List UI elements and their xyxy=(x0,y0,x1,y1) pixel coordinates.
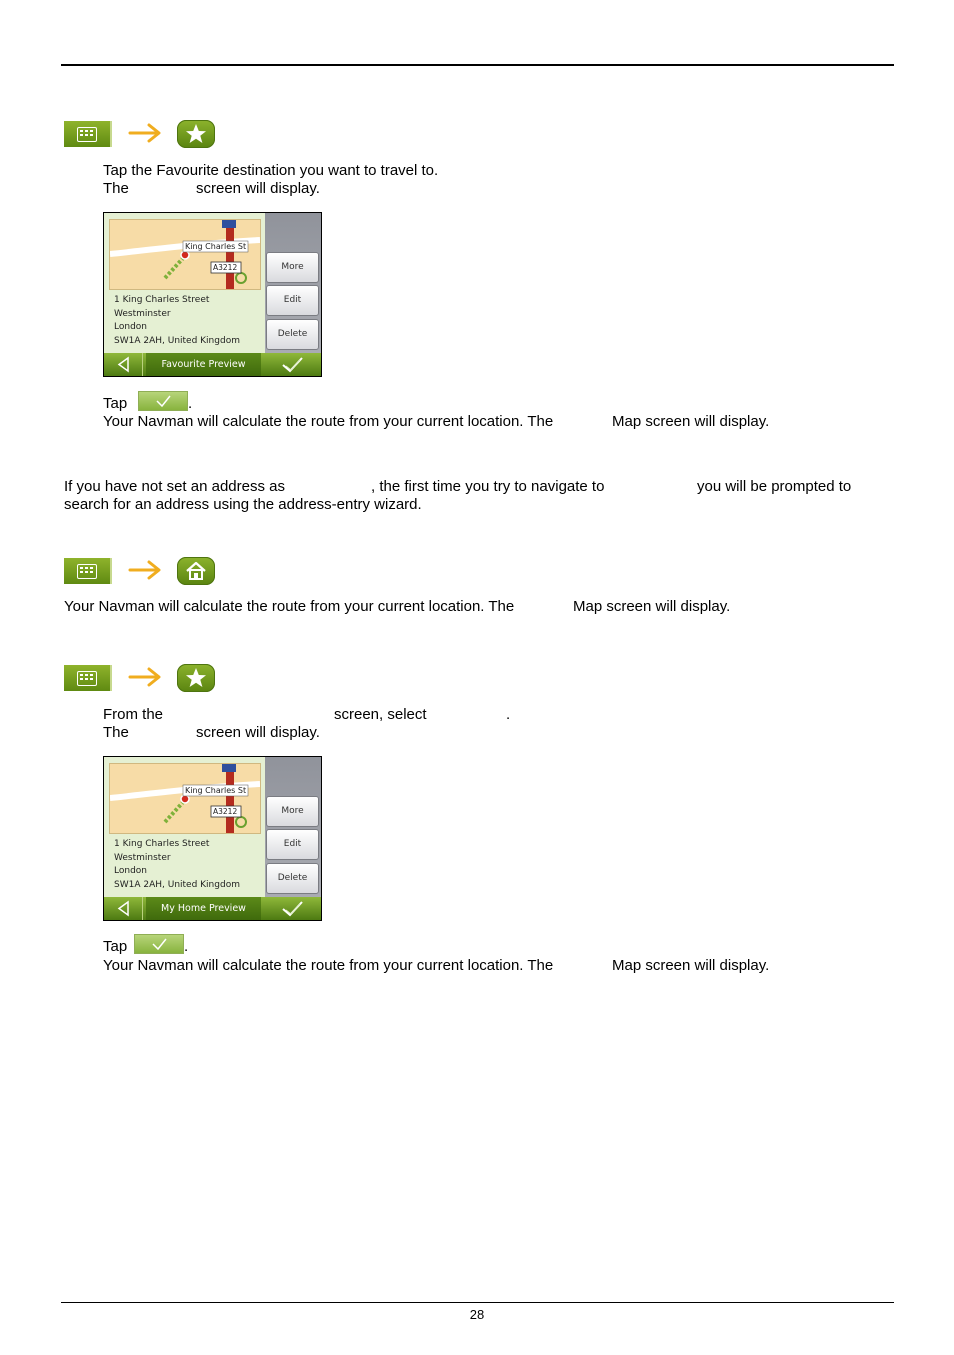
tap-suffix: . xyxy=(188,395,193,412)
address-line: SW1A 2AH, United Kingdom xyxy=(114,879,240,890)
address-line: SW1A 2AH, United Kingdom xyxy=(114,335,240,346)
address-line: London xyxy=(114,322,147,332)
address-block xyxy=(114,294,240,348)
step-text-pre: The xyxy=(103,180,129,197)
note-part-2: , the first time you try to navigate to xyxy=(371,478,605,495)
my-home-preview-screenshot xyxy=(103,756,322,921)
note-part-1: If you have not set an address as xyxy=(64,478,285,495)
star-icon xyxy=(185,667,207,689)
header-rule xyxy=(61,64,894,66)
step-text: Tap the Favourite destination you want to travel to. xyxy=(103,162,439,179)
result-text-pre: Your Navman will calculate the route from your current location. The xyxy=(103,413,554,430)
go-button-image xyxy=(138,391,188,411)
step-text-pre: From the xyxy=(103,706,164,723)
note-line-2: search for an address using the address-entry wizard. xyxy=(64,496,422,513)
check-icon xyxy=(139,392,187,410)
delete-button: Delete xyxy=(266,863,319,894)
address-line: 1 King Charles Street xyxy=(114,295,210,305)
favourites-button xyxy=(177,664,215,692)
arrow-right-icon xyxy=(128,560,162,580)
street-label: King Charles St xyxy=(185,242,247,251)
bottom-bar xyxy=(104,897,321,920)
star-icon xyxy=(185,123,207,145)
road-label: A3212 xyxy=(213,807,238,816)
navigation-path-favourites xyxy=(64,664,216,692)
result-text-post: Map screen will display. xyxy=(612,957,770,974)
step-text-pre: The xyxy=(103,724,129,741)
page-number: 28 xyxy=(469,1307,485,1322)
tap-label: Tap xyxy=(103,395,128,412)
map-thumbnail xyxy=(109,219,261,290)
address-line: London xyxy=(114,866,147,876)
address-line: Westminster xyxy=(114,308,171,319)
check-icon xyxy=(264,897,321,920)
main-menu-icon xyxy=(64,558,112,584)
result-text-post: Map screen will display. xyxy=(573,598,731,615)
home-icon xyxy=(185,560,207,582)
more-button: More xyxy=(266,796,319,827)
favourite-preview-screenshot xyxy=(103,212,322,377)
note-part-3: you will be prompted to xyxy=(697,478,852,495)
main-menu-icon xyxy=(64,665,112,691)
step-text-post: screen will display. xyxy=(196,724,320,741)
step-text-mid: screen, select xyxy=(334,706,427,723)
check-icon xyxy=(135,935,183,953)
back-arrow-icon xyxy=(104,353,143,376)
navigation-path-home xyxy=(64,557,216,585)
arrow-right-icon xyxy=(128,123,162,143)
street-label: King Charles St xyxy=(185,786,247,795)
tap-label: Tap xyxy=(103,938,128,955)
edit-button: Edit xyxy=(266,829,319,860)
favourites-button xyxy=(177,120,215,148)
go-button-image xyxy=(134,934,184,954)
result-text-pre: Your Navman will calculate the route from your current location. The xyxy=(103,957,554,974)
result-text-pre: Your Navman will calculate the route from your current location. The xyxy=(64,598,515,615)
map-thumbnail xyxy=(109,763,261,834)
road-label: A3212 xyxy=(213,263,238,272)
delete-button: Delete xyxy=(266,319,319,350)
footer-rule xyxy=(61,1302,894,1303)
bottom-bar xyxy=(104,353,321,376)
back-arrow-icon xyxy=(104,897,143,920)
step-text-post: screen will display. xyxy=(196,180,320,197)
result-text-post: Map screen will display. xyxy=(612,413,770,430)
preview-title: Favourite Preview xyxy=(146,353,261,376)
preview-title: My Home Preview xyxy=(146,897,261,920)
tap-suffix: . xyxy=(184,938,189,955)
edit-button: Edit xyxy=(266,285,319,316)
main-menu-icon xyxy=(64,121,112,147)
more-button: More xyxy=(266,252,319,283)
address-line: Westminster xyxy=(114,852,171,863)
check-icon xyxy=(264,353,321,376)
address-line: 1 King Charles Street xyxy=(114,839,210,849)
arrow-right-icon xyxy=(128,667,162,687)
address-block xyxy=(114,838,240,892)
home-button xyxy=(177,557,215,585)
navigation-path-favourites xyxy=(64,120,216,148)
step-text-post: . xyxy=(506,706,511,723)
